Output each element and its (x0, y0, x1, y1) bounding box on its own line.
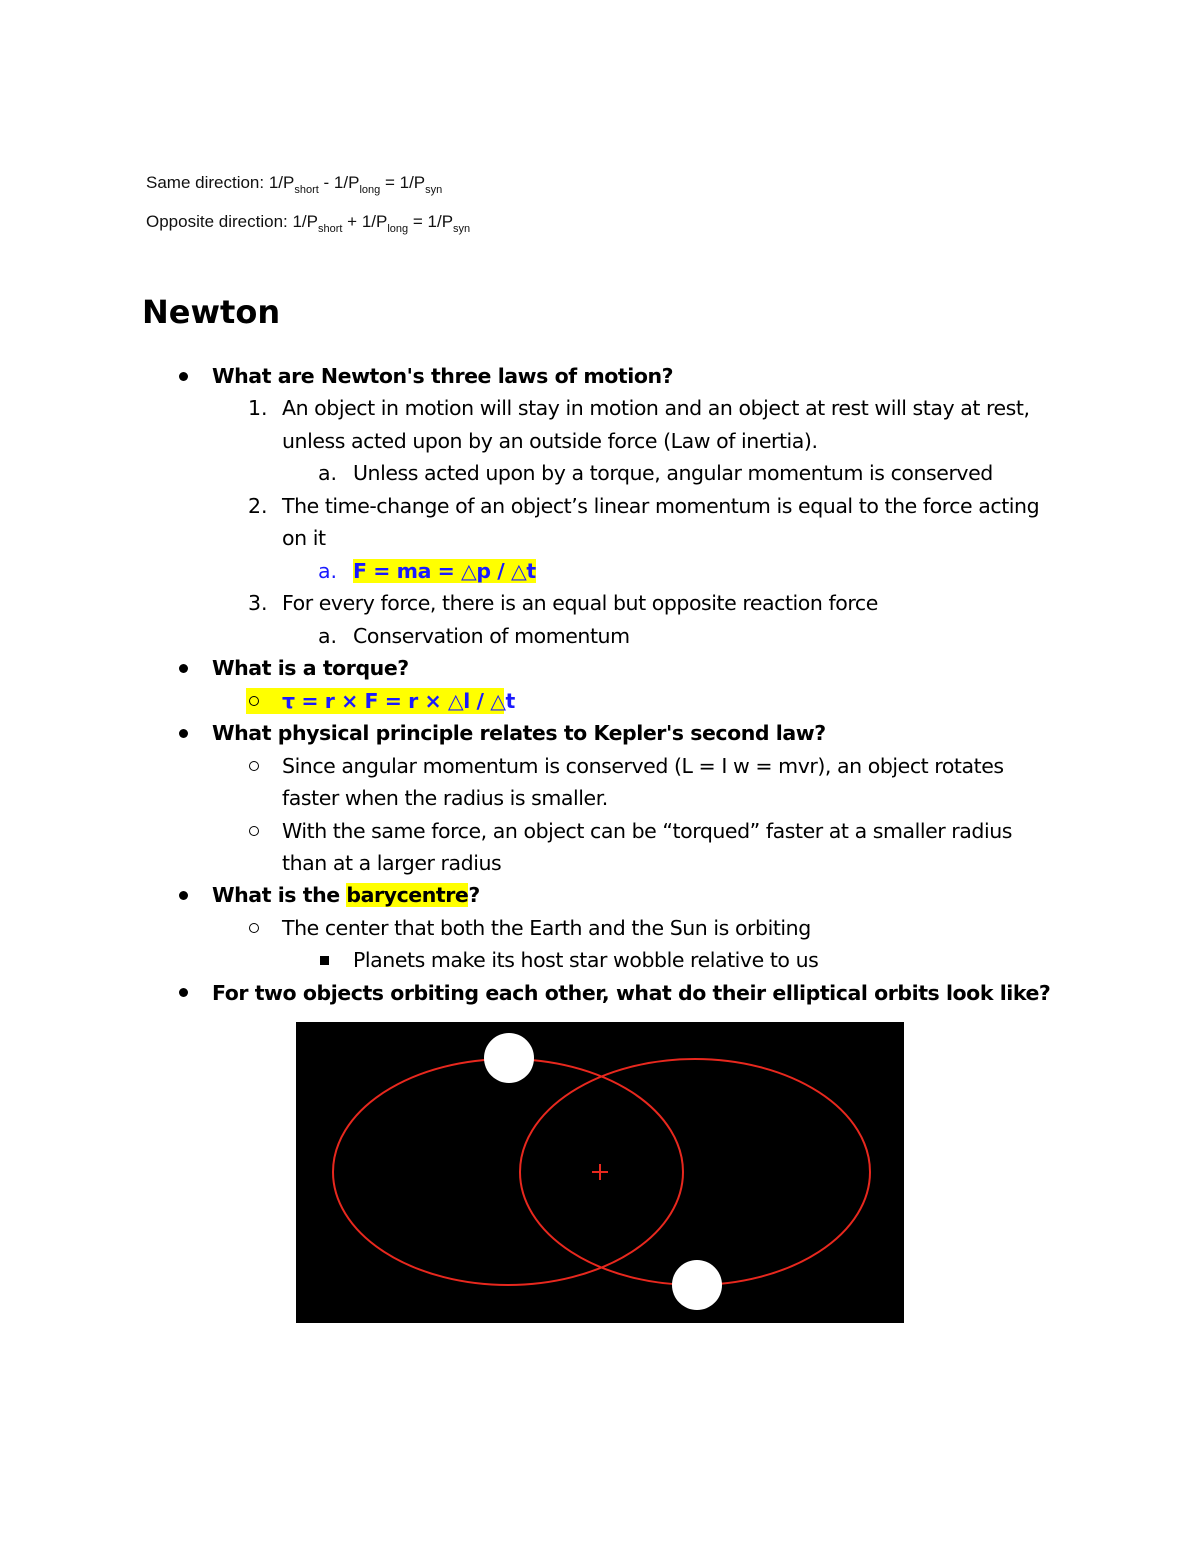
list-letter: a. (318, 624, 338, 648)
orbit-diagram (296, 1022, 904, 1323)
answer-torqued-line-2: than at a larger radius (282, 851, 502, 875)
formula-torque: τ = r × F = r × △l / △t (282, 689, 515, 713)
question-laws-of-motion: What are Newton's three laws of motion? (212, 364, 674, 388)
section-heading: Newton (142, 293, 281, 331)
list-letter: a. (318, 559, 338, 583)
law-3-line-1: For every force, there is an equal but opposite reaction force (282, 591, 878, 615)
answer-angular-momentum-line-1: Since angular momentum is conserved (L = I w = mvr), an object rotates (282, 754, 1004, 778)
law-1-sub: Unless acted upon by a torque, angular momentum is conserved (353, 461, 993, 485)
question-elliptical-orbits: For two objects orbiting each other, what do their elliptical orbits look like? (212, 981, 1051, 1005)
law-2-line-1: The time-change of an object’s linear momentum is equal to the force acting (282, 494, 1040, 518)
question-barycentre: What is the barycentre? (212, 883, 480, 907)
bullet (179, 891, 188, 900)
highlighted-formula: F = ma = △p / △t (353, 559, 536, 583)
hollow-bullet (249, 696, 259, 706)
answer-torqued-line-1: With the same force, an object can be “torqued” faster at a smaller radius (282, 819, 1012, 843)
answer-angular-momentum-line-2: faster when the radius is smaller. (282, 786, 608, 810)
orbit-figure (296, 1022, 904, 1323)
list-number: 2. (248, 494, 268, 518)
synodic-opposite-direction: Opposite direction: $1/P_{short} + 1/P_{long} = 1/P_{syn}$ (146, 212, 471, 235)
answer-barycentre-sub: Planets make its host star wobble relative to us (353, 948, 819, 972)
law-1-line-2: unless acted upon by an outside force (Law of inertia). (282, 429, 818, 453)
bullet (179, 372, 188, 381)
law-2-line-2: on it (282, 526, 326, 550)
body-top (484, 1033, 534, 1083)
list-number: 1. (248, 396, 268, 420)
law-3-sub: Conservation of momentum (353, 624, 630, 648)
question-kepler-second-law: What physical principle relates to Kepler's second law? (212, 721, 826, 745)
list-number: 3. (248, 591, 268, 615)
square-bullet (320, 956, 329, 965)
hollow-bullet (249, 826, 259, 836)
body-bottom (672, 1260, 722, 1310)
law-1-line-1: An object in motion will stay in motion and an object at rest will stay at rest, (282, 396, 1030, 420)
hollow-bullet (249, 923, 259, 933)
question-torque: What is a torque? (212, 656, 409, 680)
formula-newton-second-law (353, 557, 536, 585)
synodic-same-direction: Same direction: $1/P_{short} - 1/P_{long} = 1/P_{syn}$ (146, 173, 443, 196)
hollow-bullet (249, 761, 259, 771)
bullet (179, 729, 188, 738)
list-letter: a. (318, 461, 338, 485)
bullet (179, 664, 188, 673)
answer-barycentre: The center that both the Earth and the Sun is orbiting (282, 916, 811, 940)
highlighted-term: barycentre (346, 883, 469, 907)
bullet (179, 988, 188, 997)
